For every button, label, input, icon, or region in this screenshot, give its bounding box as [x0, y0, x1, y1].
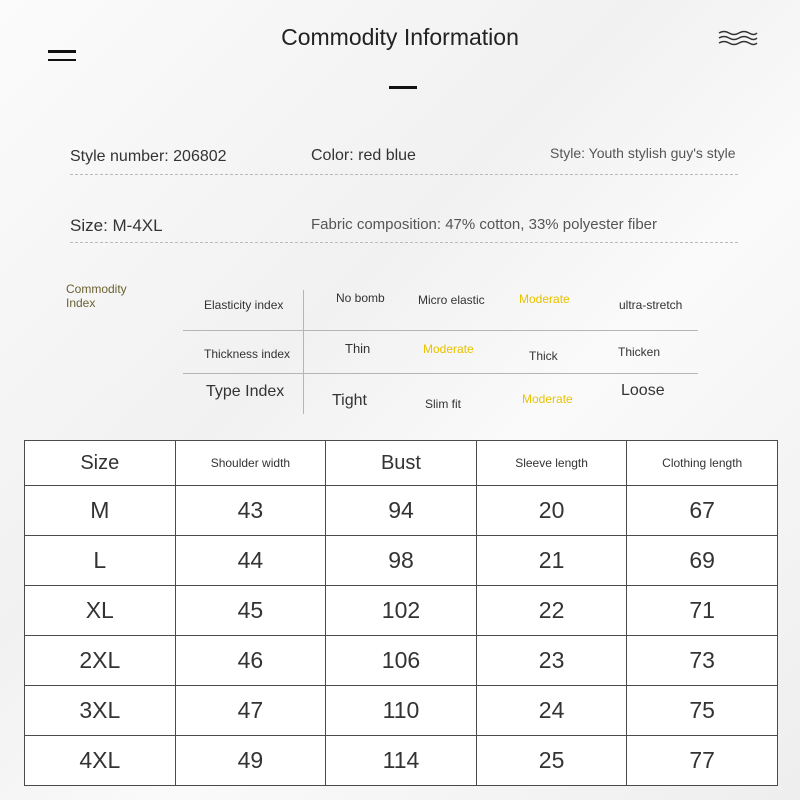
index-option: ultra-stretch: [619, 298, 683, 312]
table-cell: 22: [476, 586, 627, 636]
fabric-info: Fabric composition: 47% cotton, 33% polyester fiber: [311, 216, 658, 233]
table-cell: 24: [476, 686, 627, 736]
style-info: Style: Youth stylish guy's style: [550, 145, 736, 161]
table-cell: 77: [627, 736, 778, 786]
title-divider: [389, 86, 417, 89]
table-row: [25, 686, 778, 736]
table-cell: 94: [326, 486, 477, 536]
table-cell: 20: [476, 486, 627, 536]
table-cell: 71: [627, 586, 778, 636]
table-cell: 102: [326, 586, 477, 636]
table-cell: 75: [627, 686, 778, 736]
index-row-name: Type Index: [206, 383, 285, 400]
table-cell: 67: [627, 486, 778, 536]
index-row-name: Elasticity index: [204, 298, 284, 312]
column-header: Bust: [326, 441, 477, 486]
size-info: Size: M-4XL: [70, 216, 163, 235]
index-option-selected: Moderate: [519, 292, 570, 306]
index-option: Tight: [332, 392, 367, 409]
table-cell: 106: [326, 636, 477, 686]
table-cell: 2XL: [25, 636, 176, 686]
table-cell: 98: [326, 536, 477, 586]
column-header: Shoulder width: [175, 441, 326, 486]
index-divider: [303, 290, 304, 414]
index-option: Thin: [345, 341, 371, 356]
table-cell: 43: [175, 486, 326, 536]
table-cell: 47: [175, 686, 326, 736]
table-cell: XL: [25, 586, 176, 636]
table-cell: 69: [627, 536, 778, 586]
divider: [70, 174, 738, 175]
table-cell: 45: [175, 586, 326, 636]
table-cell: 49: [175, 736, 326, 786]
index-row-name: Thickness index: [204, 347, 291, 361]
commodity-index-label: Commodity Index: [66, 282, 127, 310]
table-cell: 3XL: [25, 686, 176, 736]
index-option: Micro elastic: [418, 293, 485, 307]
table-row: [25, 736, 778, 786]
table-cell: M: [25, 486, 176, 536]
index-option: Slim fit: [425, 397, 461, 411]
table-cell: 23: [476, 636, 627, 686]
table-cell: 114: [326, 736, 477, 786]
index-option-selected: Moderate: [522, 392, 573, 406]
table-row: [25, 636, 778, 686]
waves-icon: [718, 30, 758, 46]
table-cell: 4XL: [25, 736, 176, 786]
table-cell: 21: [476, 536, 627, 586]
menu-icon[interactable]: [48, 50, 76, 67]
page-title: Commodity Information: [281, 24, 519, 50]
index-option-selected: Moderate: [423, 342, 474, 356]
table-cell: 44: [175, 536, 326, 586]
table-cell: L: [25, 536, 176, 586]
style-number: Style number: 206802: [70, 148, 227, 165]
color-info: Color: red blue: [311, 147, 416, 164]
table-row: [25, 536, 778, 586]
column-header: Size: [25, 441, 176, 486]
table-header-row: [25, 441, 778, 486]
size-table: [24, 440, 778, 786]
table-cell: 73: [627, 636, 778, 686]
index-divider: [183, 373, 698, 374]
column-header: Clothing length: [627, 441, 778, 486]
index-option: No bomb: [336, 291, 385, 305]
table-row: [25, 586, 778, 636]
table-cell: 110: [326, 686, 477, 736]
table-row: [25, 486, 778, 536]
index-option: Loose: [621, 382, 665, 399]
table-cell: 46: [175, 636, 326, 686]
table-cell: 25: [476, 736, 627, 786]
index-option: Thicken: [618, 345, 661, 359]
index-option: Thick: [529, 349, 558, 363]
column-header: Sleeve length: [476, 441, 627, 486]
divider: [70, 242, 738, 243]
index-divider: [183, 330, 698, 331]
